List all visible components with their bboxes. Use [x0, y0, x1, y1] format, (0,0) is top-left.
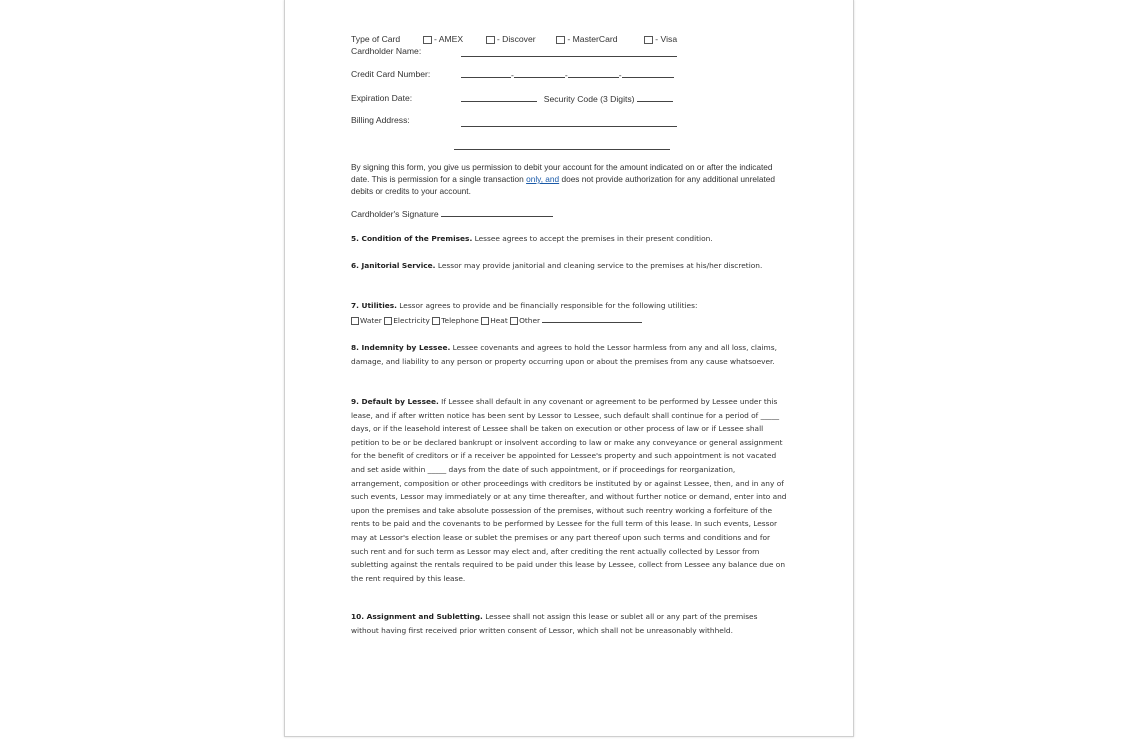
card-number-sep: - — [564, 70, 568, 80]
clause-6-heading: 6. Janitorial Service. — [351, 261, 436, 270]
clause-7 — [351, 299, 787, 313]
telephone-label: Telephone — [441, 316, 479, 325]
security-code-label: Security Code (3 Digits) — [543, 94, 635, 104]
cardholder-name-row — [351, 46, 421, 56]
water-label: Water — [360, 316, 382, 325]
discover-checkbox[interactable] — [486, 36, 495, 44]
expiration-security-row — [461, 93, 673, 104]
telephone-checkbox[interactable] — [432, 317, 440, 325]
clause-9 — [351, 395, 787, 585]
utilities-options — [351, 314, 787, 328]
clause-5-heading: 5. Condition of the Premises. — [351, 234, 473, 243]
clause-7-text: Lessor agrees to provide and be financially responsible for the following utilities: — [396, 301, 698, 310]
clause-8-heading: 8. Indemnity by Lessee. — [351, 343, 451, 352]
other-utility-field[interactable] — [542, 314, 642, 323]
clause-5-text: Lessee agrees to accept the premises in their present condition. — [472, 234, 713, 243]
amex-checkbox[interactable] — [423, 36, 432, 44]
electricity-checkbox[interactable] — [384, 317, 392, 325]
card-type-row — [351, 34, 677, 44]
permission-text-end: does not provide authorization for any additional unrelated debits or credits to your account. — [351, 174, 776, 196]
clause-9-text: If Lessee shall default in any covenant or agreement to be performed by Lessee under this lease, and if after written notice has been sent by Lessor to Lessee, such default shall continue for a period of _____ days, or if the leasehold interest of Lessee shall be taken on execution or other process of law or if Lessee shall petition to be or be declared bankrupt or insolvent according to law or make any conveyance or general assignment for the benefit of creditors or if a receiver be appointed for Lessee's property and such appointment is not vacated and set aside within _____ days from the date of such appointment, or if proceedings for reorganization, arrangement, composition or other proceedings with creditors be instituted by or against Lessee, then, and in any of such events, Lessor may immediately or at any time thereafter, and without further notice or demand, enter into and upon the premises and take absolute possession of the premises, without such reentry working a forfeiture of the rents to be paid and the covenants to be performed by Lessee for the full term of this lease. In such events, Lessor may at Lessor's election lease or sublet the premises or any part thereof upon such terms and conditions and for such rent and for such term as Lessor may elect and, after crediting the rent actually collected by Lessor from subletting against the rentals required to be paid under this lease by Lessee, collect from Lessee any balance due on the rent required by this lease. — [351, 397, 787, 583]
signature-row — [351, 208, 553, 219]
clause-9-heading: 9. Default by Lessee. — [351, 397, 439, 406]
expiration-row — [351, 93, 412, 103]
clause-6 — [351, 259, 787, 273]
heat-label: Heat — [490, 316, 508, 325]
clause-10-text: Lessee shall not assign this lease or sublet all or any part of the premises without having first received prior written consent of Lessor, which shall not be unreasonably withheld. — [351, 612, 758, 635]
card-number-sep: - — [618, 70, 622, 80]
billing-field-line-1[interactable] — [461, 117, 677, 127]
clause-10 — [351, 610, 787, 637]
clause-7-heading: 7. Utilities. — [351, 301, 397, 310]
clause-8-text: Lessee covenants and agrees to hold the Lessor harmless from any and all loss, claims, damage, and liability to any person or property occurring upon or about the premises from any cause whatsoever. — [351, 343, 777, 366]
document-page — [284, 0, 854, 737]
expiration-field[interactable] — [461, 93, 537, 102]
clause-8 — [351, 341, 787, 368]
billing-field-line-2[interactable] — [454, 140, 670, 150]
signature-field[interactable] — [441, 208, 553, 217]
discover-label: - Discover — [496, 34, 536, 44]
expiration-label: Expiration Date: — [351, 93, 413, 103]
billing-row — [351, 115, 410, 125]
amex-label: - AMEX — [433, 34, 464, 44]
cardholder-name-field[interactable] — [461, 47, 677, 57]
card-number-sep: - — [511, 70, 514, 80]
card-number-field[interactable] — [461, 69, 674, 80]
permission-link-text: only, and — [526, 174, 560, 184]
water-checkbox[interactable] — [351, 317, 359, 325]
mastercard-label: - MasterCard — [567, 34, 618, 44]
clause-6-text: Lessor may provide janitorial and cleaning service to the premises at his/her discretion. — [435, 261, 763, 270]
cardholder-name-label: Cardholder Name: — [351, 46, 422, 56]
card-number-label: Credit Card Number: — [351, 69, 431, 79]
card-number-row — [351, 69, 430, 79]
signature-label: Cardholder's Signature — [351, 209, 439, 219]
permission-text-start: By signing this form, you give us permission to debit your account for the amount indicated on or after the indicated date. This is permission for a single transaction — [351, 162, 773, 184]
billing-label: Billing Address: — [351, 115, 410, 125]
other-checkbox[interactable] — [510, 317, 518, 325]
electricity-label: Electricity — [393, 316, 430, 325]
mastercard-checkbox[interactable] — [556, 36, 565, 44]
visa-checkbox[interactable] — [644, 36, 653, 44]
visa-label: - Visa — [655, 34, 678, 44]
clause-10-heading: 10. Assignment and Subletting. — [351, 612, 483, 621]
other-label: Other — [519, 316, 541, 325]
card-type-label: Type of Card — [351, 34, 401, 44]
heat-checkbox[interactable] — [481, 317, 489, 325]
permission-paragraph — [351, 161, 789, 197]
security-code-field[interactable] — [637, 93, 673, 102]
clause-5 — [351, 232, 787, 246]
